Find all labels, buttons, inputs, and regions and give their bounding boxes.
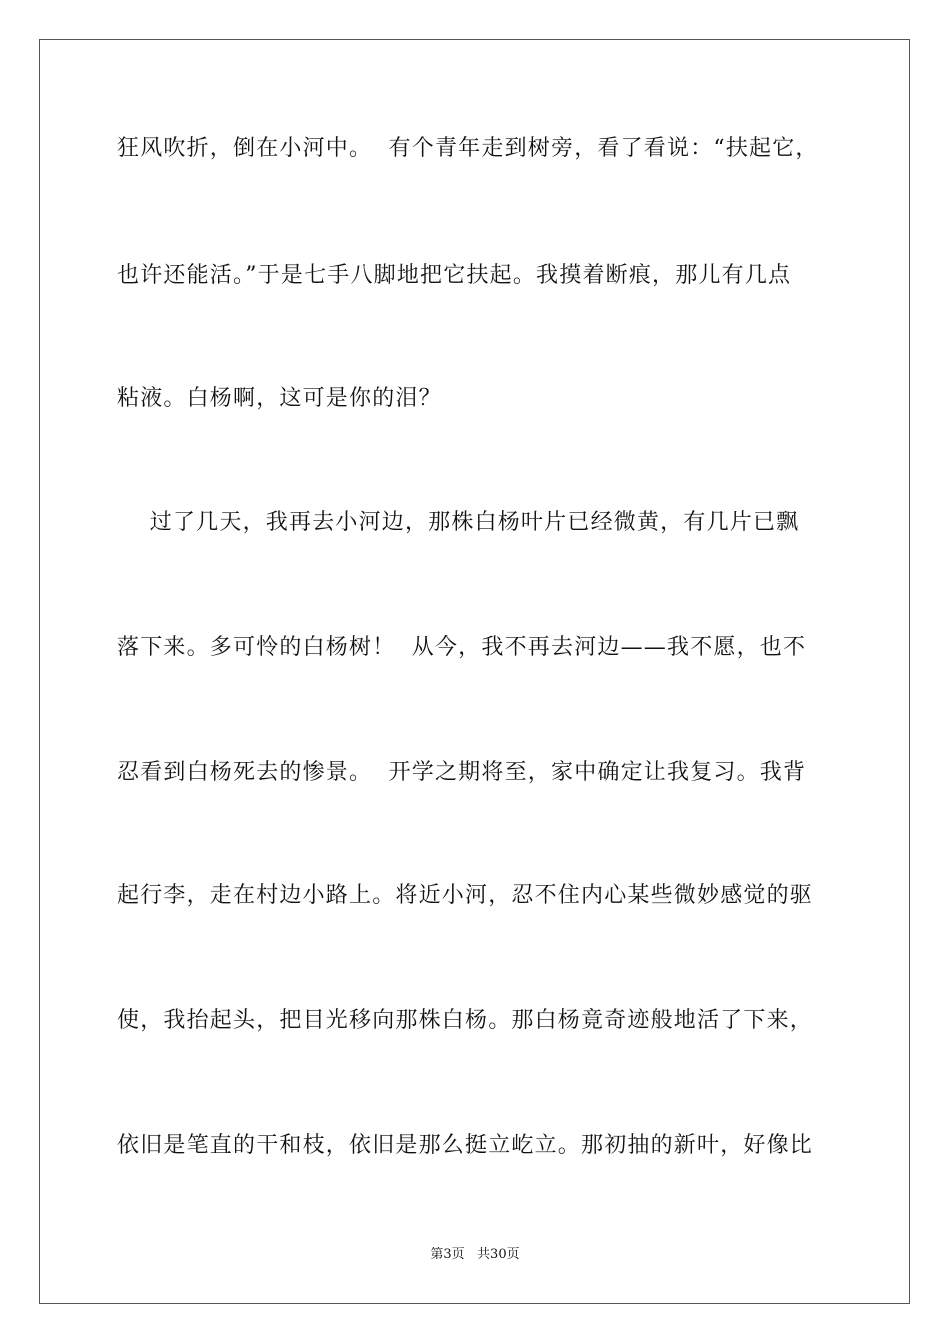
text-line: 忍看到白杨死去的惨景。 开学之期将至，家中确定让我复习。我背 (117, 760, 807, 785)
text-line: 粘液。白杨啊，这可是你的泪？ (117, 386, 442, 411)
text-line: 起行李，走在村边小路上。将近小河，忍不住内心某些微妙感觉的驱 (117, 883, 814, 908)
page-border (39, 39, 910, 1304)
text-line: 使，我抬起头，把目光移向那株白杨。那白杨竟奇迹般地活了下来， (117, 1008, 814, 1033)
text-line: 依旧是笔直的干和枝，依旧是那么挺立屹立。那初抽的新叶，好像比 (117, 1133, 814, 1158)
text-line: 也许还能活。”于是七手八脚地把它扶起。我摸着断痕，那儿有几点 (117, 263, 792, 288)
text-line: 狂风吹折，倒在小河中。 有个青年走到树旁，看了看说：“扶起它， (117, 136, 819, 161)
text-line: 过了几天，我再去小河边，那株白杨叶片已经微黄，有几片已飘 (117, 510, 800, 535)
page-number: 第3页 共30页 (430, 1247, 520, 1262)
text-line: 落下来。多可怜的白杨树！ 从今，我不再去河边——我不愿，也不 (117, 635, 807, 660)
